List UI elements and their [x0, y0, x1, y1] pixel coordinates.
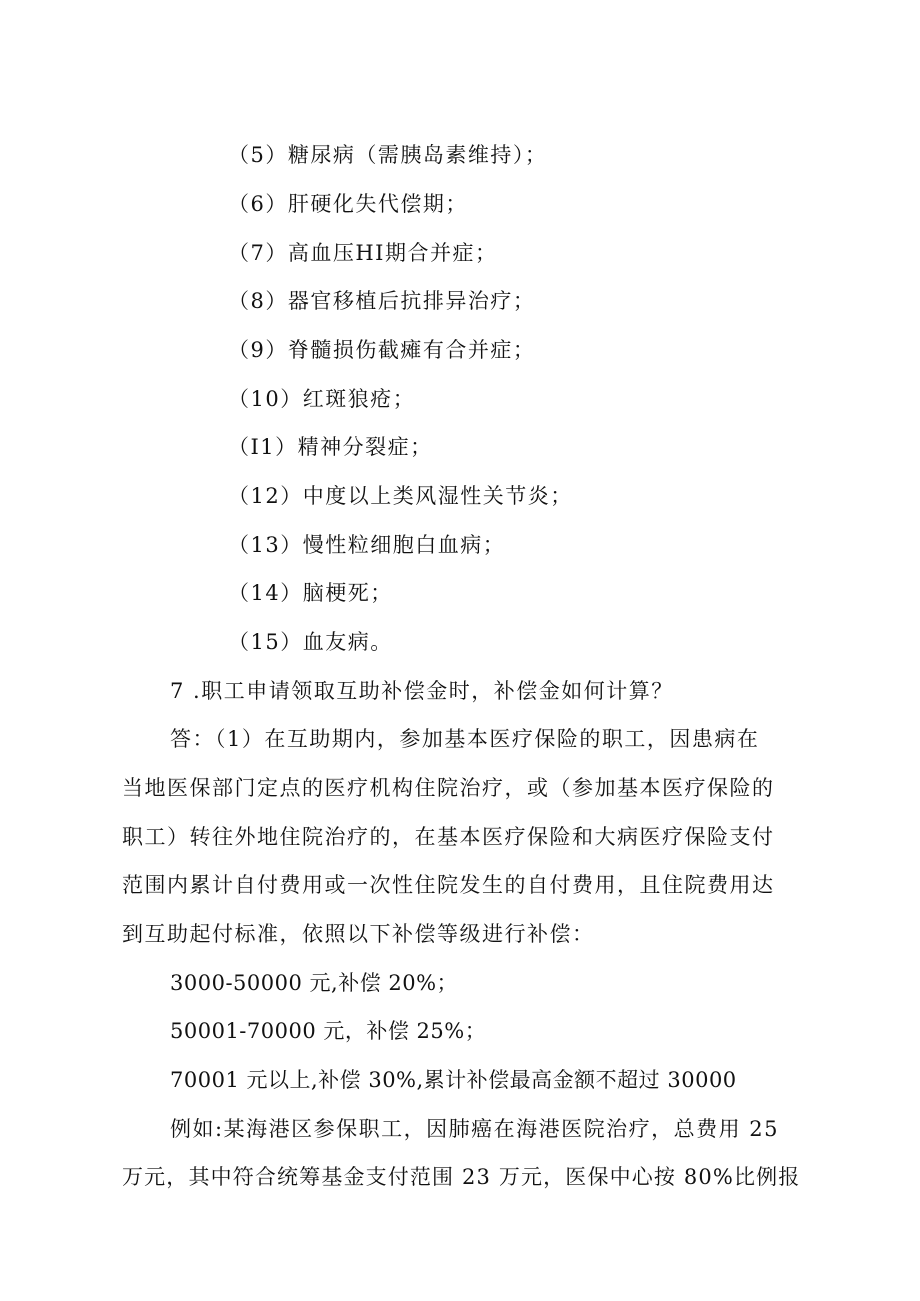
compensation-tier: 50001-70000 元，补偿 25%；	[170, 1019, 487, 1043]
list-item: （13）慢性粒细胞白血病；	[228, 533, 506, 557]
list-item: （10）红斑狼疮；	[228, 387, 416, 411]
answer-line: 范围内累计自付费用或一次性住院发生的自付费用，且住院费用达	[122, 873, 775, 897]
compensation-tier: 3000-50000 元,补偿 20%；	[170, 971, 459, 995]
compensation-tier: 70001 元以上,补偿 30%,累计补偿最高金额不超过 30000	[170, 1068, 737, 1092]
question-heading: 7 .职工申请领取互助补偿金时，补偿金如何计算？	[170, 679, 674, 703]
answer-line: 当地医保部门定点的医疗机构住院治疗，或（参加基本医疗保险的	[122, 776, 775, 800]
example-line: 万元，其中符合统筹基金支付范围 23 万元，医保中心按 80%比例报	[122, 1165, 801, 1189]
list-item: （8）器官移植后抗排异治疗；	[228, 289, 536, 313]
list-item: （12）中度以上类风湿性关节炎；	[228, 484, 573, 508]
answer-line: 职工）转往外地住院治疗的，在基本医疗保险和大病医疗保险支付	[122, 825, 775, 849]
list-item: （9）脊髓损伤截瘫有合并症；	[228, 338, 536, 362]
list-item: （I1）精神分裂症；	[228, 435, 433, 459]
list-item: （14）脑梗死；	[228, 581, 393, 605]
list-item: （5）糖尿病（需胰岛素维持）；	[228, 143, 548, 167]
list-item: （15）血友病。	[228, 630, 393, 654]
example-line: 例如:某海港区参保职工，因肺癌在海港医院治疗，总费用 25	[170, 1117, 779, 1141]
list-item: （6）肝硬化失代偿期；	[228, 192, 468, 216]
answer-line: 到互助起付标准，依照以下补偿等级进行补偿：	[122, 922, 595, 946]
answer-line: 答：（1）在互助期内，参加基本医疗保险的职工，因患病在	[170, 727, 760, 751]
list-item: （7）高血压HI期合并症；	[228, 241, 498, 265]
